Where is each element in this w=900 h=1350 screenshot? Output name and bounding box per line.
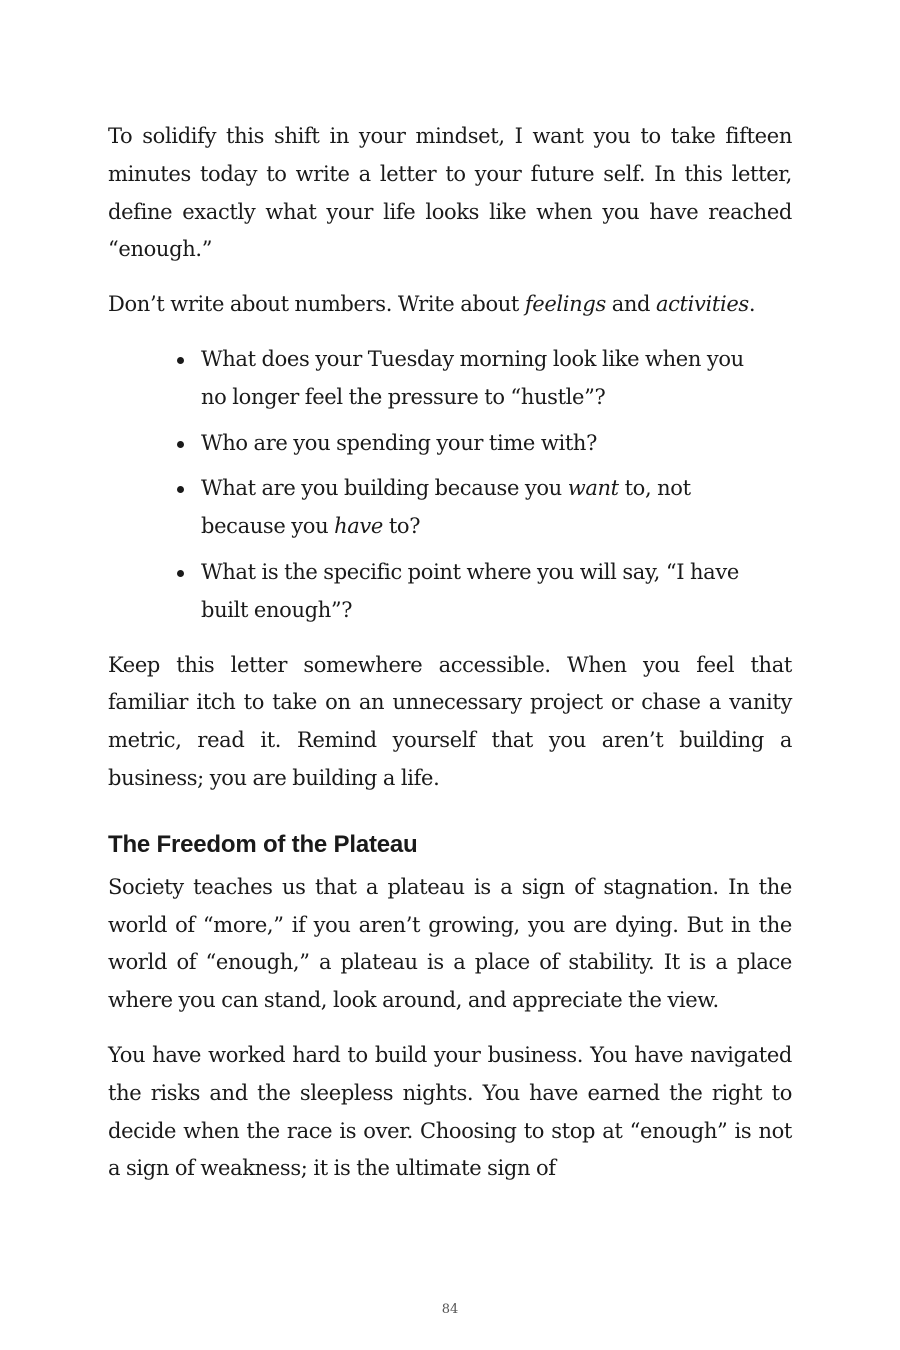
paragraph-worked-hard: You have worked hard to build your business. You have navigated the risks and the sleepless nights. You have earned the right to decide when the race is over. Choosing to stop at “enough” is not a sign of weakness; it is the ultimate sign of (108, 1042, 792, 1181)
list-item-text: Who are you spending your time with? (201, 430, 598, 455)
section-heading: The Freedom of the Plateau (108, 830, 418, 858)
paragraph-plateau: Society teaches us that a plateau is a sign of stagnation. In the world of “more,” if you aren’t growing, you are dying. But in the world of “enough,” a plateau is a place of stability. It is a place where you can stand, look around, and appreciate the view. (108, 874, 792, 1013)
bullet-icon (177, 486, 184, 493)
emphasis-activities: activities (655, 292, 749, 317)
list-item-text: What are you building because you (201, 476, 568, 501)
list-item (201, 425, 792, 463)
emphasis-feelings: feelings (524, 292, 606, 317)
list-item-text: What does your Tuesday morning look like when you no longer feel the pressure to “hustle”? (201, 346, 744, 409)
emphasis-have: have (334, 514, 384, 539)
question-list (108, 341, 792, 630)
paragraph-keep-letter: Keep this letter somewhere accessible. When you feel that familiar itch to take on an unnecessary project or chase a vanity metric, read it. Remind yourself that you aren’t building a business; you are building a life. (108, 652, 792, 790)
paragraph-text: Don’t write about numbers. Write about (108, 292, 525, 317)
emphasis-want: want (567, 476, 619, 501)
page-number: 84 (441, 1302, 459, 1317)
bullet-icon (177, 357, 184, 364)
paragraph-text: and (605, 292, 656, 317)
list-item (201, 554, 792, 630)
list-item (201, 341, 792, 417)
paragraph-feelings-activities (108, 286, 792, 324)
page-content (108, 118, 792, 1205)
paragraph-text: . (748, 292, 756, 317)
paragraph-letter-instruction: To solidify this shift in your mindset, I want you to take fifteen minutes today to write a letter to your future self. In this letter, define exactly what your life looks like when you have reached “enough.” (108, 124, 792, 262)
list-item-text: to? (383, 514, 421, 539)
bullet-icon (177, 570, 184, 577)
list-item-text: What is the specific point where you will say, “I have built enough”? (201, 559, 739, 622)
bullet-icon (177, 441, 184, 448)
list-item-text: to, not because you (201, 476, 691, 539)
list-item (201, 470, 792, 546)
